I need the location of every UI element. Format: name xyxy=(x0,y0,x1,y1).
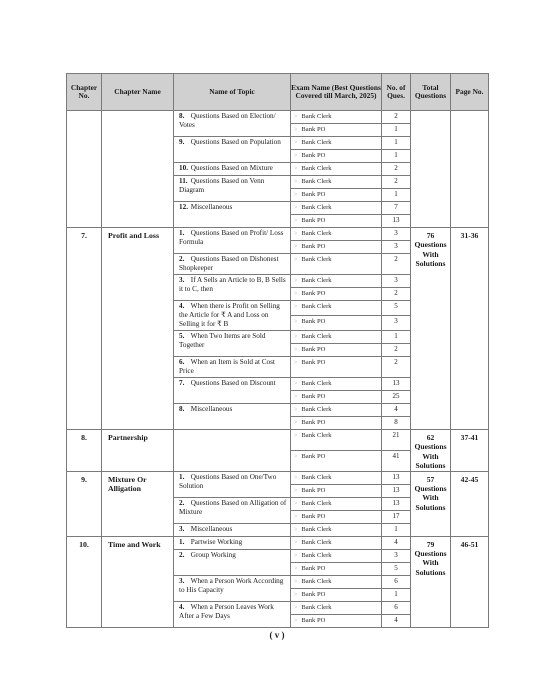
question-count: 13 xyxy=(382,378,411,391)
topic-text: Miscellaneous xyxy=(190,524,233,533)
question-count: 2 xyxy=(382,288,411,301)
exam-name xyxy=(291,275,382,288)
exam-name xyxy=(291,254,382,275)
exam-name xyxy=(291,378,382,391)
exam-label: Bank Clerk xyxy=(301,113,332,120)
table-row xyxy=(67,228,489,241)
page-range xyxy=(451,111,489,228)
topic-number: 11. xyxy=(179,177,188,185)
chevron-right-icon: > xyxy=(294,140,298,146)
exam-name xyxy=(291,316,382,331)
exam-name xyxy=(291,189,382,202)
topic-text: If A Sells an Article to B, B Sells it to C, then xyxy=(179,276,286,293)
topic-text: Questions Based on Discount xyxy=(190,379,276,387)
topic-text: Questions Based on Dishonest Shopkeeper xyxy=(179,255,279,272)
header-page: Page No. xyxy=(451,74,489,111)
chevron-right-icon: > xyxy=(294,257,298,263)
exam-name xyxy=(291,331,382,344)
question-count: 5 xyxy=(382,301,411,316)
page-range: 31-36 xyxy=(451,228,489,430)
chevron-right-icon: > xyxy=(294,291,298,297)
chapter-name: Partnership xyxy=(102,430,174,472)
topic-cell xyxy=(174,357,291,378)
exam-name xyxy=(291,124,382,137)
topic-text: Questions Based on Election/ Votes xyxy=(179,112,276,129)
topic-number: 4. xyxy=(179,302,185,310)
exam-name xyxy=(291,111,382,124)
header-chapter-name: Chapter Name xyxy=(102,74,174,111)
header-topic: Name of Topic xyxy=(174,74,291,111)
topic-number: 8. xyxy=(179,405,185,413)
exam-name xyxy=(291,202,382,215)
header-row xyxy=(67,74,489,111)
chevron-right-icon: > xyxy=(294,127,298,133)
exam-name xyxy=(291,176,382,189)
chapter-name: Time and Work xyxy=(102,536,174,627)
topic-text: Questions Based on Profit/ Loss Formula xyxy=(179,229,284,246)
topic-number: 1. xyxy=(179,472,185,481)
topic-number: 5. xyxy=(179,332,185,340)
exam-label: Bank PO xyxy=(301,590,326,598)
topic-text: Questions Based on Venn Diagram xyxy=(179,177,265,194)
topic-number: 8. xyxy=(179,112,185,120)
header-total: Total Questions xyxy=(411,74,451,111)
topic-cell xyxy=(174,254,291,275)
exam-name xyxy=(291,562,382,575)
topic-text: Miscellaneous xyxy=(190,405,233,413)
exam-label: Bank Clerk xyxy=(301,230,332,237)
chapter-number: 7. xyxy=(67,228,102,430)
topic-cell xyxy=(174,575,291,601)
question-count: 7 xyxy=(382,202,411,215)
question-count: 2 xyxy=(382,111,411,124)
exam-name xyxy=(291,417,382,430)
topic-text: When a Person Work According to His Capacity xyxy=(179,576,284,594)
exam-label: Bank Clerk xyxy=(301,380,332,387)
question-count: 2 xyxy=(382,357,411,378)
exam-label: Bank Clerk xyxy=(301,165,332,172)
exam-label: Bank PO xyxy=(301,419,326,426)
exam-label: Bank Clerk xyxy=(301,473,332,481)
exam-label: Bank Clerk xyxy=(301,538,332,546)
exam-name xyxy=(291,391,382,404)
exam-label: Bank PO xyxy=(301,290,326,297)
chevron-right-icon: > xyxy=(294,381,298,387)
exam-label: Bank Clerk xyxy=(301,333,332,340)
chevron-right-icon: > xyxy=(294,179,298,185)
contents-table xyxy=(66,73,489,628)
topic-cell xyxy=(174,378,291,404)
chevron-right-icon: > xyxy=(294,474,298,481)
exam-name xyxy=(291,241,382,254)
exam-label: Bank PO xyxy=(301,346,326,353)
page-range: 46-51 xyxy=(451,536,489,627)
topic-cell xyxy=(174,497,291,523)
chevron-right-icon: > xyxy=(294,578,298,585)
exam-name xyxy=(291,404,382,417)
topic-cell xyxy=(174,137,291,163)
exam-name xyxy=(291,614,382,627)
question-count: 5 xyxy=(382,562,411,575)
question-count: 4 xyxy=(382,536,411,549)
topic-number: 7. xyxy=(179,379,185,387)
topic-cell xyxy=(174,404,291,430)
chevron-right-icon: > xyxy=(294,278,298,284)
topic-number: 2. xyxy=(179,498,185,507)
chapter-number xyxy=(67,111,102,228)
exam-label: Bank Clerk xyxy=(301,139,332,146)
topic-text: Miscellaneous xyxy=(190,203,233,211)
question-count: 25 xyxy=(382,391,411,404)
exam-name xyxy=(291,601,382,614)
question-count: 3 xyxy=(382,549,411,562)
exam-label: Bank PO xyxy=(301,152,326,159)
topic-cell xyxy=(174,601,291,627)
exam-name xyxy=(291,471,382,484)
exam-label: Bank Clerk xyxy=(301,577,332,585)
total-questions xyxy=(411,111,451,228)
table-row xyxy=(67,430,489,451)
question-count: 17 xyxy=(382,510,411,523)
exam-name xyxy=(291,344,382,357)
chevron-right-icon: > xyxy=(294,205,298,211)
chevron-right-icon: > xyxy=(294,433,298,439)
exam-label: Bank Clerk xyxy=(301,178,332,185)
page-range: 42-45 xyxy=(451,471,489,536)
chevron-right-icon: > xyxy=(294,192,298,198)
topic-cell xyxy=(174,549,291,575)
topic-text: Questions Based on One/Two Solution xyxy=(179,472,277,490)
chapter-name: Mixture Or Alligation xyxy=(102,471,174,536)
chevron-right-icon: > xyxy=(294,539,298,546)
topic-cell xyxy=(174,331,291,357)
question-count: 13 xyxy=(382,215,411,228)
exam-name xyxy=(291,575,382,588)
exam-name xyxy=(291,510,382,523)
topic-number: 1. xyxy=(179,229,185,237)
chevron-right-icon: > xyxy=(294,591,298,598)
chevron-right-icon: > xyxy=(294,513,298,520)
chevron-right-icon: > xyxy=(294,500,298,507)
exam-name xyxy=(291,137,382,150)
topic-text: When an Item is Sold at Cost Price xyxy=(179,358,275,375)
question-count: 3 xyxy=(382,228,411,241)
question-count: 6 xyxy=(382,601,411,614)
exam-name xyxy=(291,228,382,241)
table-row xyxy=(67,111,489,124)
topic-text: When Two Items are Sold Together xyxy=(179,332,266,349)
topic-cell xyxy=(174,163,291,176)
chevron-right-icon: > xyxy=(294,334,298,340)
chevron-right-icon: > xyxy=(294,420,298,426)
question-count: 8 xyxy=(382,417,411,430)
question-count: 3 xyxy=(382,316,411,331)
topic-number: 9. xyxy=(179,138,185,146)
topic-cell xyxy=(174,523,291,536)
exam-label: Bank PO xyxy=(301,616,326,624)
chapter-name xyxy=(102,111,174,228)
exam-name xyxy=(291,430,382,451)
question-count: 1 xyxy=(382,189,411,202)
chevron-right-icon: > xyxy=(294,604,298,611)
exam-name xyxy=(291,215,382,228)
exam-name xyxy=(291,301,382,316)
topic-cell xyxy=(174,430,291,472)
question-count: 2 xyxy=(382,254,411,275)
chevron-right-icon: > xyxy=(294,526,298,533)
header-exam: Exam Name (Best Questions Covered till March, 2025) xyxy=(291,74,382,111)
question-count: 41 xyxy=(382,450,411,471)
exam-label: Bank Clerk xyxy=(301,204,332,211)
topic-number: 3. xyxy=(179,576,185,585)
chapter-number: 10. xyxy=(67,536,102,627)
question-count: 2 xyxy=(382,176,411,189)
topic-cell xyxy=(174,471,291,497)
chevron-right-icon: > xyxy=(294,394,298,400)
chevron-right-icon: > xyxy=(294,231,298,237)
exam-label: Bank PO xyxy=(301,486,326,494)
total-questions: 57 Questions With Solutions xyxy=(411,471,451,536)
header-chapter-no: Chapter No. xyxy=(67,74,102,111)
question-count: 13 xyxy=(382,471,411,484)
table-row xyxy=(67,471,489,484)
chevron-right-icon: > xyxy=(294,552,298,559)
exam-label: Bank Clerk xyxy=(301,303,332,310)
exam-name xyxy=(291,549,382,562)
question-count: 1 xyxy=(382,150,411,163)
chevron-right-icon: > xyxy=(294,617,298,624)
exam-label: Bank PO xyxy=(301,359,326,366)
exam-name xyxy=(291,357,382,378)
topic-text: Partwise Working xyxy=(190,537,243,546)
exam-name xyxy=(291,288,382,301)
table-row xyxy=(67,536,489,549)
topic-cell xyxy=(174,202,291,228)
exam-label: Bank PO xyxy=(301,564,326,572)
chevron-right-icon: > xyxy=(294,453,298,460)
total-questions: 79 Questions With Solutions xyxy=(411,536,451,627)
exam-name xyxy=(291,163,382,176)
question-count: 1 xyxy=(382,137,411,150)
exam-label: Bank Clerk xyxy=(301,277,332,284)
chevron-right-icon: > xyxy=(294,244,298,250)
exam-name xyxy=(291,450,382,471)
exam-label: Bank Clerk xyxy=(301,603,332,611)
topic-number: 2. xyxy=(179,550,185,559)
question-count: 1 xyxy=(382,331,411,344)
topic-cell xyxy=(174,228,291,254)
chevron-right-icon: > xyxy=(294,487,298,494)
topic-text: When there is Profit on Selling the Article for ₹ A and Loss on Selling it for ₹ B xyxy=(179,302,280,328)
chapter-number: 8. xyxy=(67,430,102,472)
chapter-name: Profit and Loss xyxy=(102,228,174,430)
topic-cell xyxy=(174,176,291,202)
exam-label: Bank Clerk xyxy=(301,256,332,263)
chevron-right-icon: > xyxy=(294,347,298,353)
question-count: 1 xyxy=(382,588,411,601)
exam-label: Bank Clerk xyxy=(301,525,332,533)
question-count: 13 xyxy=(382,497,411,510)
topic-number: 12. xyxy=(179,203,188,211)
exam-label: Bank PO xyxy=(301,191,326,198)
exam-label: Bank PO xyxy=(301,393,326,400)
chevron-right-icon: > xyxy=(294,407,298,413)
exam-label: Bank PO xyxy=(301,512,326,520)
topic-cell xyxy=(174,301,291,331)
topic-text: Group Working xyxy=(190,550,236,559)
exam-label: Bank PO xyxy=(301,318,326,325)
chevron-right-icon: > xyxy=(294,565,298,572)
topic-number: 1. xyxy=(179,537,185,546)
question-count: 6 xyxy=(382,575,411,588)
topic-text: Questions Based on Mixture xyxy=(190,164,273,172)
question-count: 3 xyxy=(382,241,411,254)
exam-name xyxy=(291,150,382,163)
chapter-number: 9. xyxy=(67,471,102,536)
question-count: 3 xyxy=(382,275,411,288)
chevron-right-icon: > xyxy=(294,304,298,310)
topic-number: 10. xyxy=(179,164,188,172)
exam-label: Bank PO xyxy=(301,452,326,460)
topic-number: 3. xyxy=(179,276,185,284)
chevron-right-icon: > xyxy=(294,114,298,120)
topic-cell xyxy=(174,111,291,137)
question-count: 13 xyxy=(382,484,411,497)
topic-number: 3. xyxy=(179,524,185,533)
exam-label: Bank Clerk xyxy=(301,432,332,439)
chevron-right-icon: > xyxy=(294,319,298,325)
chevron-right-icon: > xyxy=(294,360,298,366)
exam-name xyxy=(291,588,382,601)
total-questions: 62 Questions With Solutions xyxy=(411,430,451,472)
question-count: 21 xyxy=(382,430,411,451)
topic-text: Questions Based on Population xyxy=(190,138,281,146)
topic-cell xyxy=(174,275,291,301)
topic-number: 4. xyxy=(179,602,185,611)
topic-number: 6. xyxy=(179,358,185,366)
question-count: 4 xyxy=(382,614,411,627)
page-range: 37-41 xyxy=(451,430,489,472)
exam-name xyxy=(291,484,382,497)
question-count: 1 xyxy=(382,523,411,536)
topic-text: Questions Based on Alligation of Mixture xyxy=(179,498,287,516)
total-questions: 76 Questions With Solutions xyxy=(411,228,451,430)
exam-label: Bank PO xyxy=(301,126,326,133)
topic-text: When a Person Leaves Work After a Few Days xyxy=(179,602,274,620)
page-number: ( v ) xyxy=(269,630,285,640)
exam-name xyxy=(291,497,382,510)
topic-number: 2. xyxy=(179,255,185,263)
topic-cell xyxy=(174,536,291,549)
chevron-right-icon: > xyxy=(294,166,298,172)
exam-label: Bank Clerk xyxy=(301,499,332,507)
exam-name xyxy=(291,536,382,549)
exam-label: Bank PO xyxy=(301,243,326,250)
exam-name xyxy=(291,523,382,536)
exam-label: Bank Clerk xyxy=(301,406,332,413)
question-count: 1 xyxy=(382,124,411,137)
exam-label: Bank PO xyxy=(301,217,326,224)
question-count: 2 xyxy=(382,163,411,176)
exam-label: Bank Clerk xyxy=(301,551,332,559)
question-count: 4 xyxy=(382,404,411,417)
header-ques: No. of Ques. xyxy=(382,74,411,111)
question-count: 2 xyxy=(382,344,411,357)
chevron-right-icon: > xyxy=(294,218,298,224)
chevron-right-icon: > xyxy=(294,153,298,159)
